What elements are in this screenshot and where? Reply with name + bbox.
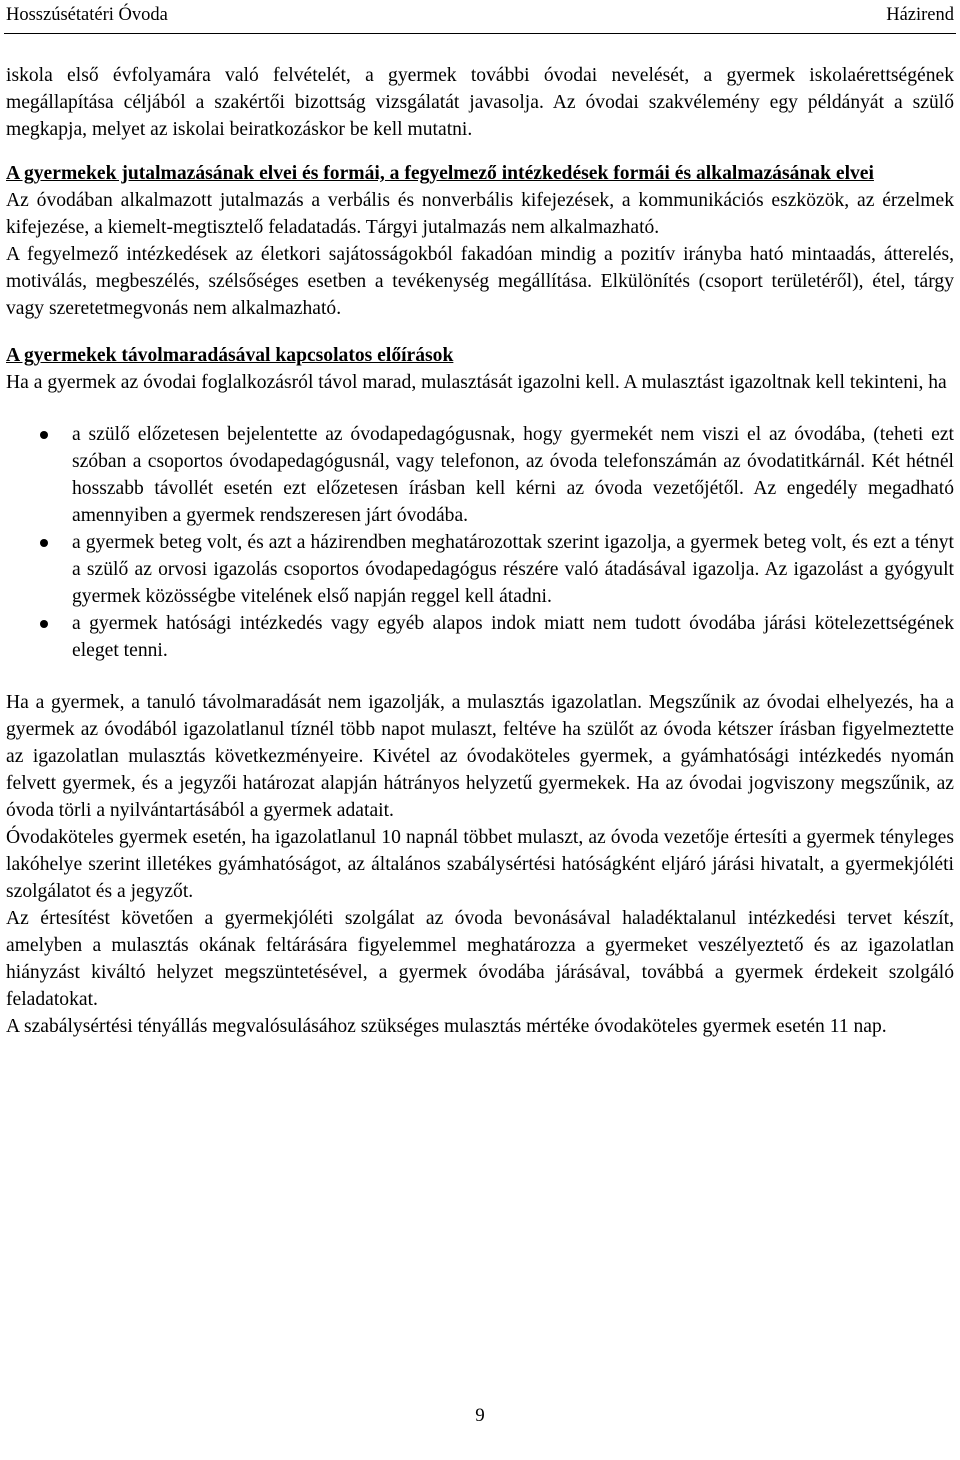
page-number: 9 [475, 1405, 485, 1426]
section-absence [6, 342, 954, 1040]
page-header [6, 3, 954, 31]
bullet-icon [40, 431, 48, 439]
page-body [6, 62, 954, 1040]
list-item-text: a gyermek beteg volt, és azt a házirendben meghatározottak szerint igazolja, a gyermek beteg volt, és ezt a tényt a szülő az orvosi igazolás csoportos óvodapedagógus részére való átadásával igazolja. Az igazolást a gyógyult gyermek közösségbe vitelének első napján reggel kell átadni. [72, 532, 954, 607]
section-rewards-paragraph: Az óvodában alkalmazott jutalmazás a verbális és nonverbális kifejezések, a kommunikációs eszközök, az érzelmek kifejezése, a kiemelt-megtisztelő feladatadás. Tárgyi jutalmazás nem alkalmazható. [6, 190, 954, 238]
section-rewards-paragraph: A fegyelmező intézkedések az életkori sajátosságokból fakadóan mindig a pozitív irányba ható mintaadás, átterelés, motiválás, megbeszélés, szélsőséges esetben a tevékenység megállítása. Elkülönítés (csoport területéről), étel, tárgy vagy szeretetmegvonás nem alkalmazható. [6, 244, 954, 319]
absence-paragraph: A szabálysértési tényállás megvalósulásához szükséges mulasztás mértéke óvodaköteles gyermek esetén 11 nap. [6, 1016, 887, 1037]
page-footer [0, 1405, 960, 1427]
absence-paragraph: Ha a gyermek, a tanuló távolmaradását nem igazolják, a mulasztás igazolatlan. Megszűnik az óvodai elhelyezés, ha a gyermek az óvodából igazolatlanul tíznél több napot mulaszt, feltéve ha szülőt az óvoda kétszer írásban figyelmeztette az igazolatlan mulasztás következményeire. Kivétel az óvodaköteles gyermek, a gyámhatósági intézkedés nyomán felvett gyermek, és a jegyzői határozat alapján hátrányos helyzetű gyermekek. Ha az óvodai jogviszony megszűnik, az óvoda törli a nyilvántartásából a gyermek adatait. [6, 692, 954, 821]
list-item-text: a szülő előzetesen bejelentette az óvodapedagógusnak, hogy gyermekét nem viszi el az óvodába, (teheti ezt szóban a csoportos óvodapedagógusnál, vagy telefonon, az óvoda telefonszámán az óvodatitkárnál. Két hétnél hosszabb távollét esetén ezt előzetesen írásban kell kérni az óvoda vezetőjétől. Az engedély megadható amennyiben a gyermek rendszeresen járt óvodába. [72, 424, 954, 526]
header-document-title: Házirend [886, 5, 954, 25]
list-item [6, 421, 954, 529]
absence-paragraph: Óvodaköteles gyermek esetén, ha igazolatlanul 10 napnál többet mulaszt, az óvoda vezetője értesíti a gyermek tényleges lakóhelye szerint illetékes gyámhatóságot, az általános szabálysértési hatóságként eljáró járási hivatalt, a gyermekjóléti szolgálatot és a jegyzőt. [6, 827, 954, 902]
list-item [6, 610, 954, 664]
section-rewards [6, 160, 954, 322]
absence-conditions-list [6, 421, 954, 664]
section-absence-heading: A gyermekek távolmaradásával kapcsolatos előírások [6, 345, 454, 366]
list-item-text: a gyermek hatósági intézkedés vagy egyéb alapos indok miatt nem tudott óvodába járási kötelezettségének eleget tenni. [72, 613, 954, 661]
section-rewards-heading: A gyermekek jutalmazásának elvei és formái, a fegyelmező intézkedések formái és alkalmazásának elvei [6, 163, 874, 184]
list-item [6, 529, 954, 610]
bullet-icon [40, 620, 48, 628]
header-divider [4, 33, 956, 34]
section-absence-intro: Ha a gyermek az óvodai foglalkozásról távol marad, mulasztását igazolni kell. A mulasztást igazoltnak kell tekinteni, ha [6, 372, 947, 393]
bullet-icon [40, 539, 48, 547]
header-institution-name: Hosszúsétatéri Óvoda [6, 5, 168, 25]
absence-paragraph: Az értesítést követően a gyermekjóléti szolgálat az óvoda bevonásával haladéktalanul intézkedési tervet készít, amelyben a mulasztás okának feltárására figyelemmel meghatározza a gyermeket veszélyeztető és az igazolatlan hiányzást kiváltó helyzet megszüntetésével, a gyermek óvodába járásával, továbbá a gyermek érdekeit szolgáló feladatokat. [6, 908, 954, 1010]
intro-paragraph: iskola első évfolyamára való felvételét, a gyermek további óvodai nevelését, a gyermek iskolaérettségének megállapítása céljából a szakértői bizottság vizsgálatát javasolja. Az óvodai szakvélemény egy példányát a szülő megkapja, melyet az iskolai beiratkozáskor be kell mutatni. [6, 65, 954, 140]
